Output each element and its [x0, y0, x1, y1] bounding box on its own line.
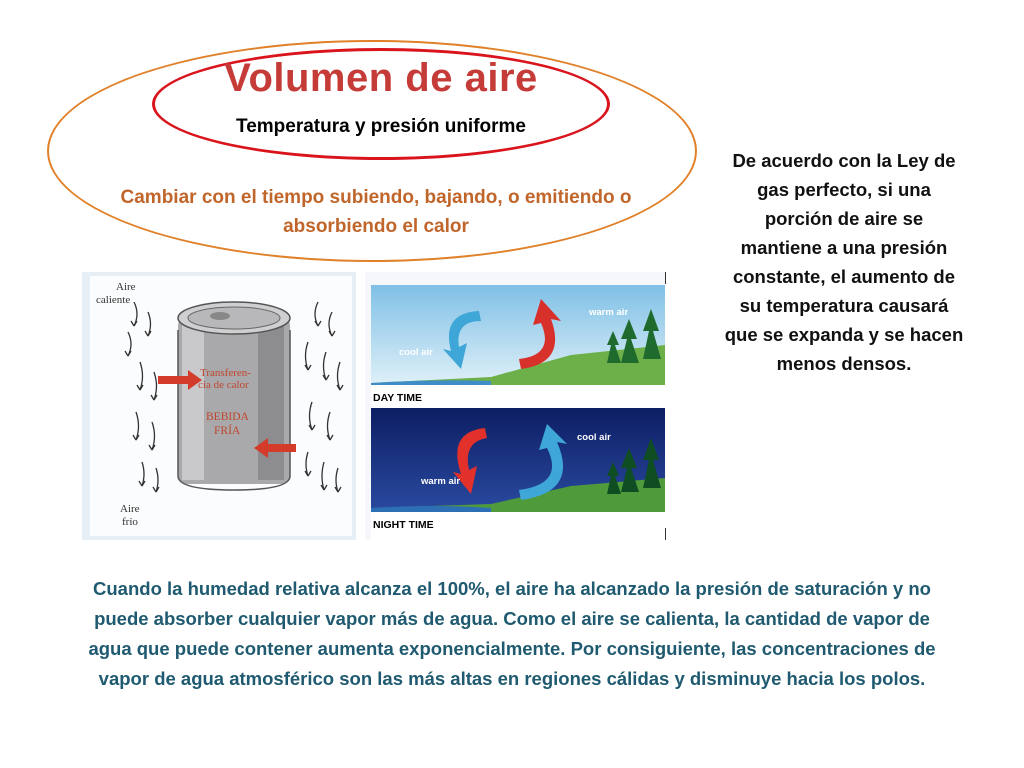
- day-time-panel: [371, 285, 665, 408]
- night-warm-air-label: warm air: [421, 476, 461, 487]
- frame-tick-bottom: [665, 528, 666, 540]
- label-transfer-2: cia de calor: [198, 379, 249, 391]
- label-cold-air-2: frío: [122, 516, 138, 528]
- can-icon: [178, 302, 290, 490]
- label-drink-1: BEBIDA: [206, 411, 249, 423]
- day-warm-air-label: warm air: [589, 307, 629, 318]
- ideal-gas-paragraph: De acuerdo con la Ley de gas perfecto, si una porción de aire se mantiene a una presión constante, el aumento de su temperatura causará que se expanda y se hacen menos densos.: [724, 150, 964, 374]
- day-cool-air-label: cool air: [399, 347, 433, 358]
- cold-drink-can-illustration: [82, 272, 356, 540]
- change-text: Cambiar con el tiempo subiendo, bajando, o emitiendo o absorbiendo el calor: [120, 187, 632, 237]
- slide-subtitle: Temperatura y presión uniforme: [236, 116, 526, 137]
- frame-tick-top: [665, 272, 666, 284]
- label-cold-air-1: Aire: [120, 503, 140, 515]
- humidity-paragraph: Cuando la humedad relativa alcanza el 100%, el aire ha alcanzado la presión de saturación y no puede absorber cualquier vapor más de agua. Como el aire se calienta, la cantidad de vapor de agua que puede contener aumenta exponencialmente. Por consiguiente, las concentraciones de vapor de agua atmosférico son las más altas en regiones cálidas y disminuye hacia los polos.: [88, 578, 936, 689]
- slide-title: Volumen de aire: [224, 56, 538, 100]
- label-transfer-1: Transferen-: [200, 367, 251, 379]
- night-cool-air-label: cool air: [577, 432, 611, 443]
- day-time-caption: DAY TIME: [373, 392, 423, 404]
- label-hot-air-1: Aire: [116, 281, 136, 293]
- night-time-panel: [371, 408, 665, 540]
- label-hot-air-2: caliente: [96, 294, 131, 306]
- night-time-caption: NIGHT TIME: [373, 519, 434, 531]
- label-drink-2: FRÍA: [214, 425, 241, 437]
